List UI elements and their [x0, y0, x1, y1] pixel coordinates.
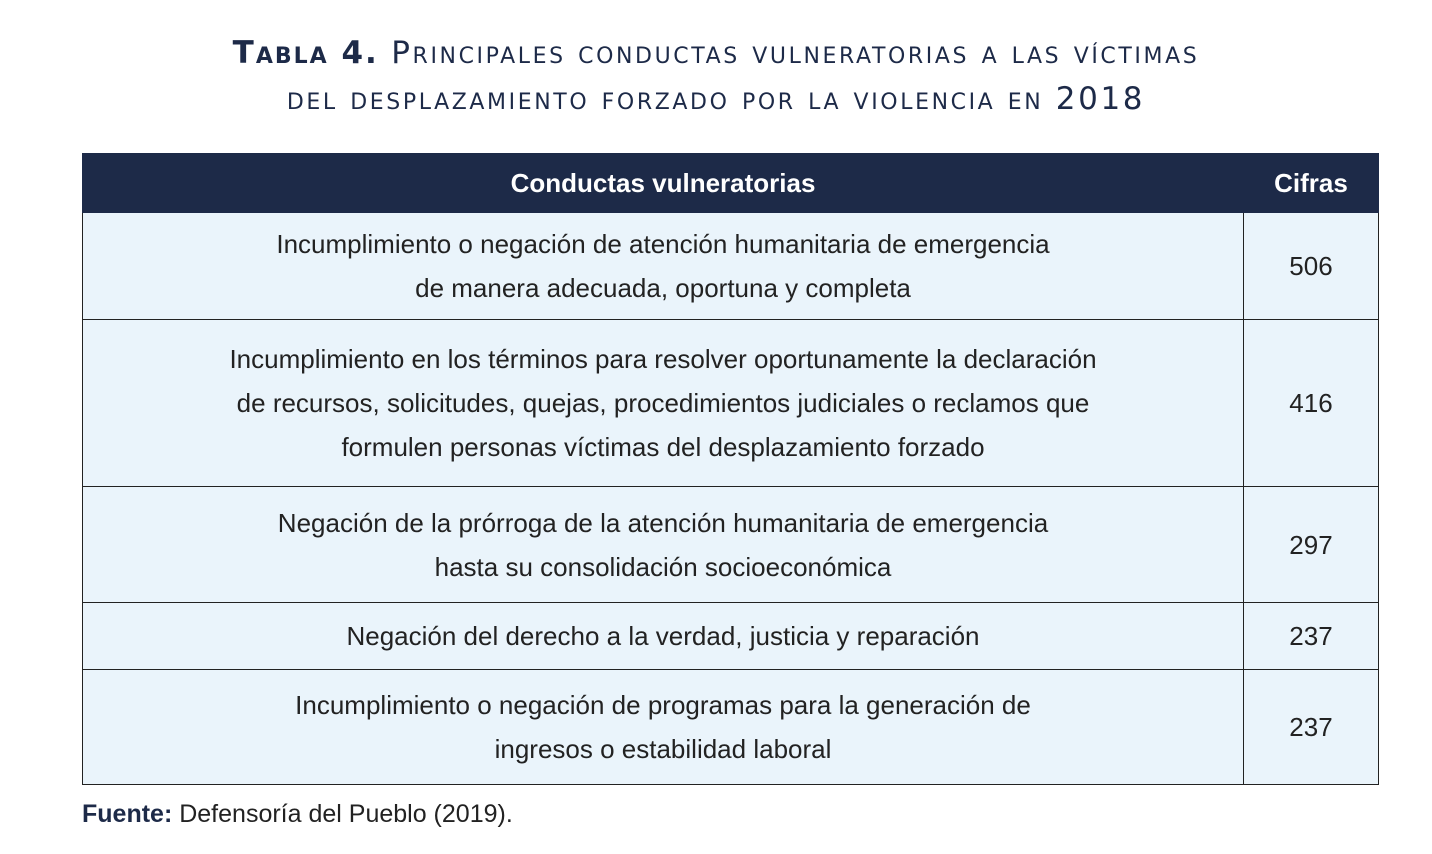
table-number-label: Tabla 4. [232, 35, 379, 71]
table-title-line-2: del desplazamiento forzado por la violencia en 2018 [286, 81, 1146, 117]
table-row [83, 320, 1379, 487]
source-label: Fuente: [82, 800, 173, 828]
cell-text-line: Incumplimiento o negación de atención humanitaria de emergencia [276, 229, 1050, 259]
header-conductas: Conductas vulneratorias [83, 154, 1244, 213]
cell-conducta [83, 213, 1244, 320]
table-row [83, 670, 1379, 785]
cell-text-line: de manera adecuada, oportuna y completa [415, 273, 911, 303]
cell-text-line: ingresos o estabilidad laboral [494, 734, 832, 764]
cell-text-line: Negación de la prórroga de la atención humanitaria de emergencia [277, 507, 1049, 538]
cell-conducta [83, 487, 1244, 603]
cell-conducta [83, 670, 1244, 785]
cell-cifra: 416 [1244, 320, 1379, 487]
table-header-row [83, 154, 1379, 213]
cell-text-line: Incumplimiento o negación de programas para la generación de [295, 690, 1031, 720]
cell-cifra: 237 [1244, 670, 1379, 785]
cell-conducta [83, 320, 1244, 487]
header-cifras: Cifras [1244, 154, 1379, 213]
table-row [83, 213, 1379, 320]
table-title-line-1 [0, 30, 1432, 76]
cell-text-line: hasta su consolidación socioeconómica [434, 551, 892, 582]
table-row [83, 487, 1379, 603]
cell-text-line: Incumplimiento en los términos para resolver oportunamente la declaración [229, 344, 1097, 374]
table-title [0, 30, 1432, 122]
cell-cifra: 506 [1244, 213, 1379, 320]
cell-text-line: Negación del derecho a la verdad, justicia y reparación [346, 621, 980, 651]
cell-text-line: formulen personas víctimas del desplazamiento forzado [341, 432, 985, 462]
cell-conducta [83, 603, 1244, 670]
cell-cifra: 297 [1244, 487, 1379, 603]
table-title-text-1: Principales conductas vulneratorias a las víctimas [391, 35, 1200, 71]
cell-cifra: 237 [1244, 603, 1379, 670]
data-table [82, 153, 1379, 785]
source-text: Defensoría del Pueblo (2019). [172, 800, 513, 828]
cell-text-line: de recursos, solicitudes, quejas, procedimientos judiciales o reclamos que [236, 388, 1090, 418]
table-row [83, 603, 1379, 670]
source-note [82, 800, 513, 829]
